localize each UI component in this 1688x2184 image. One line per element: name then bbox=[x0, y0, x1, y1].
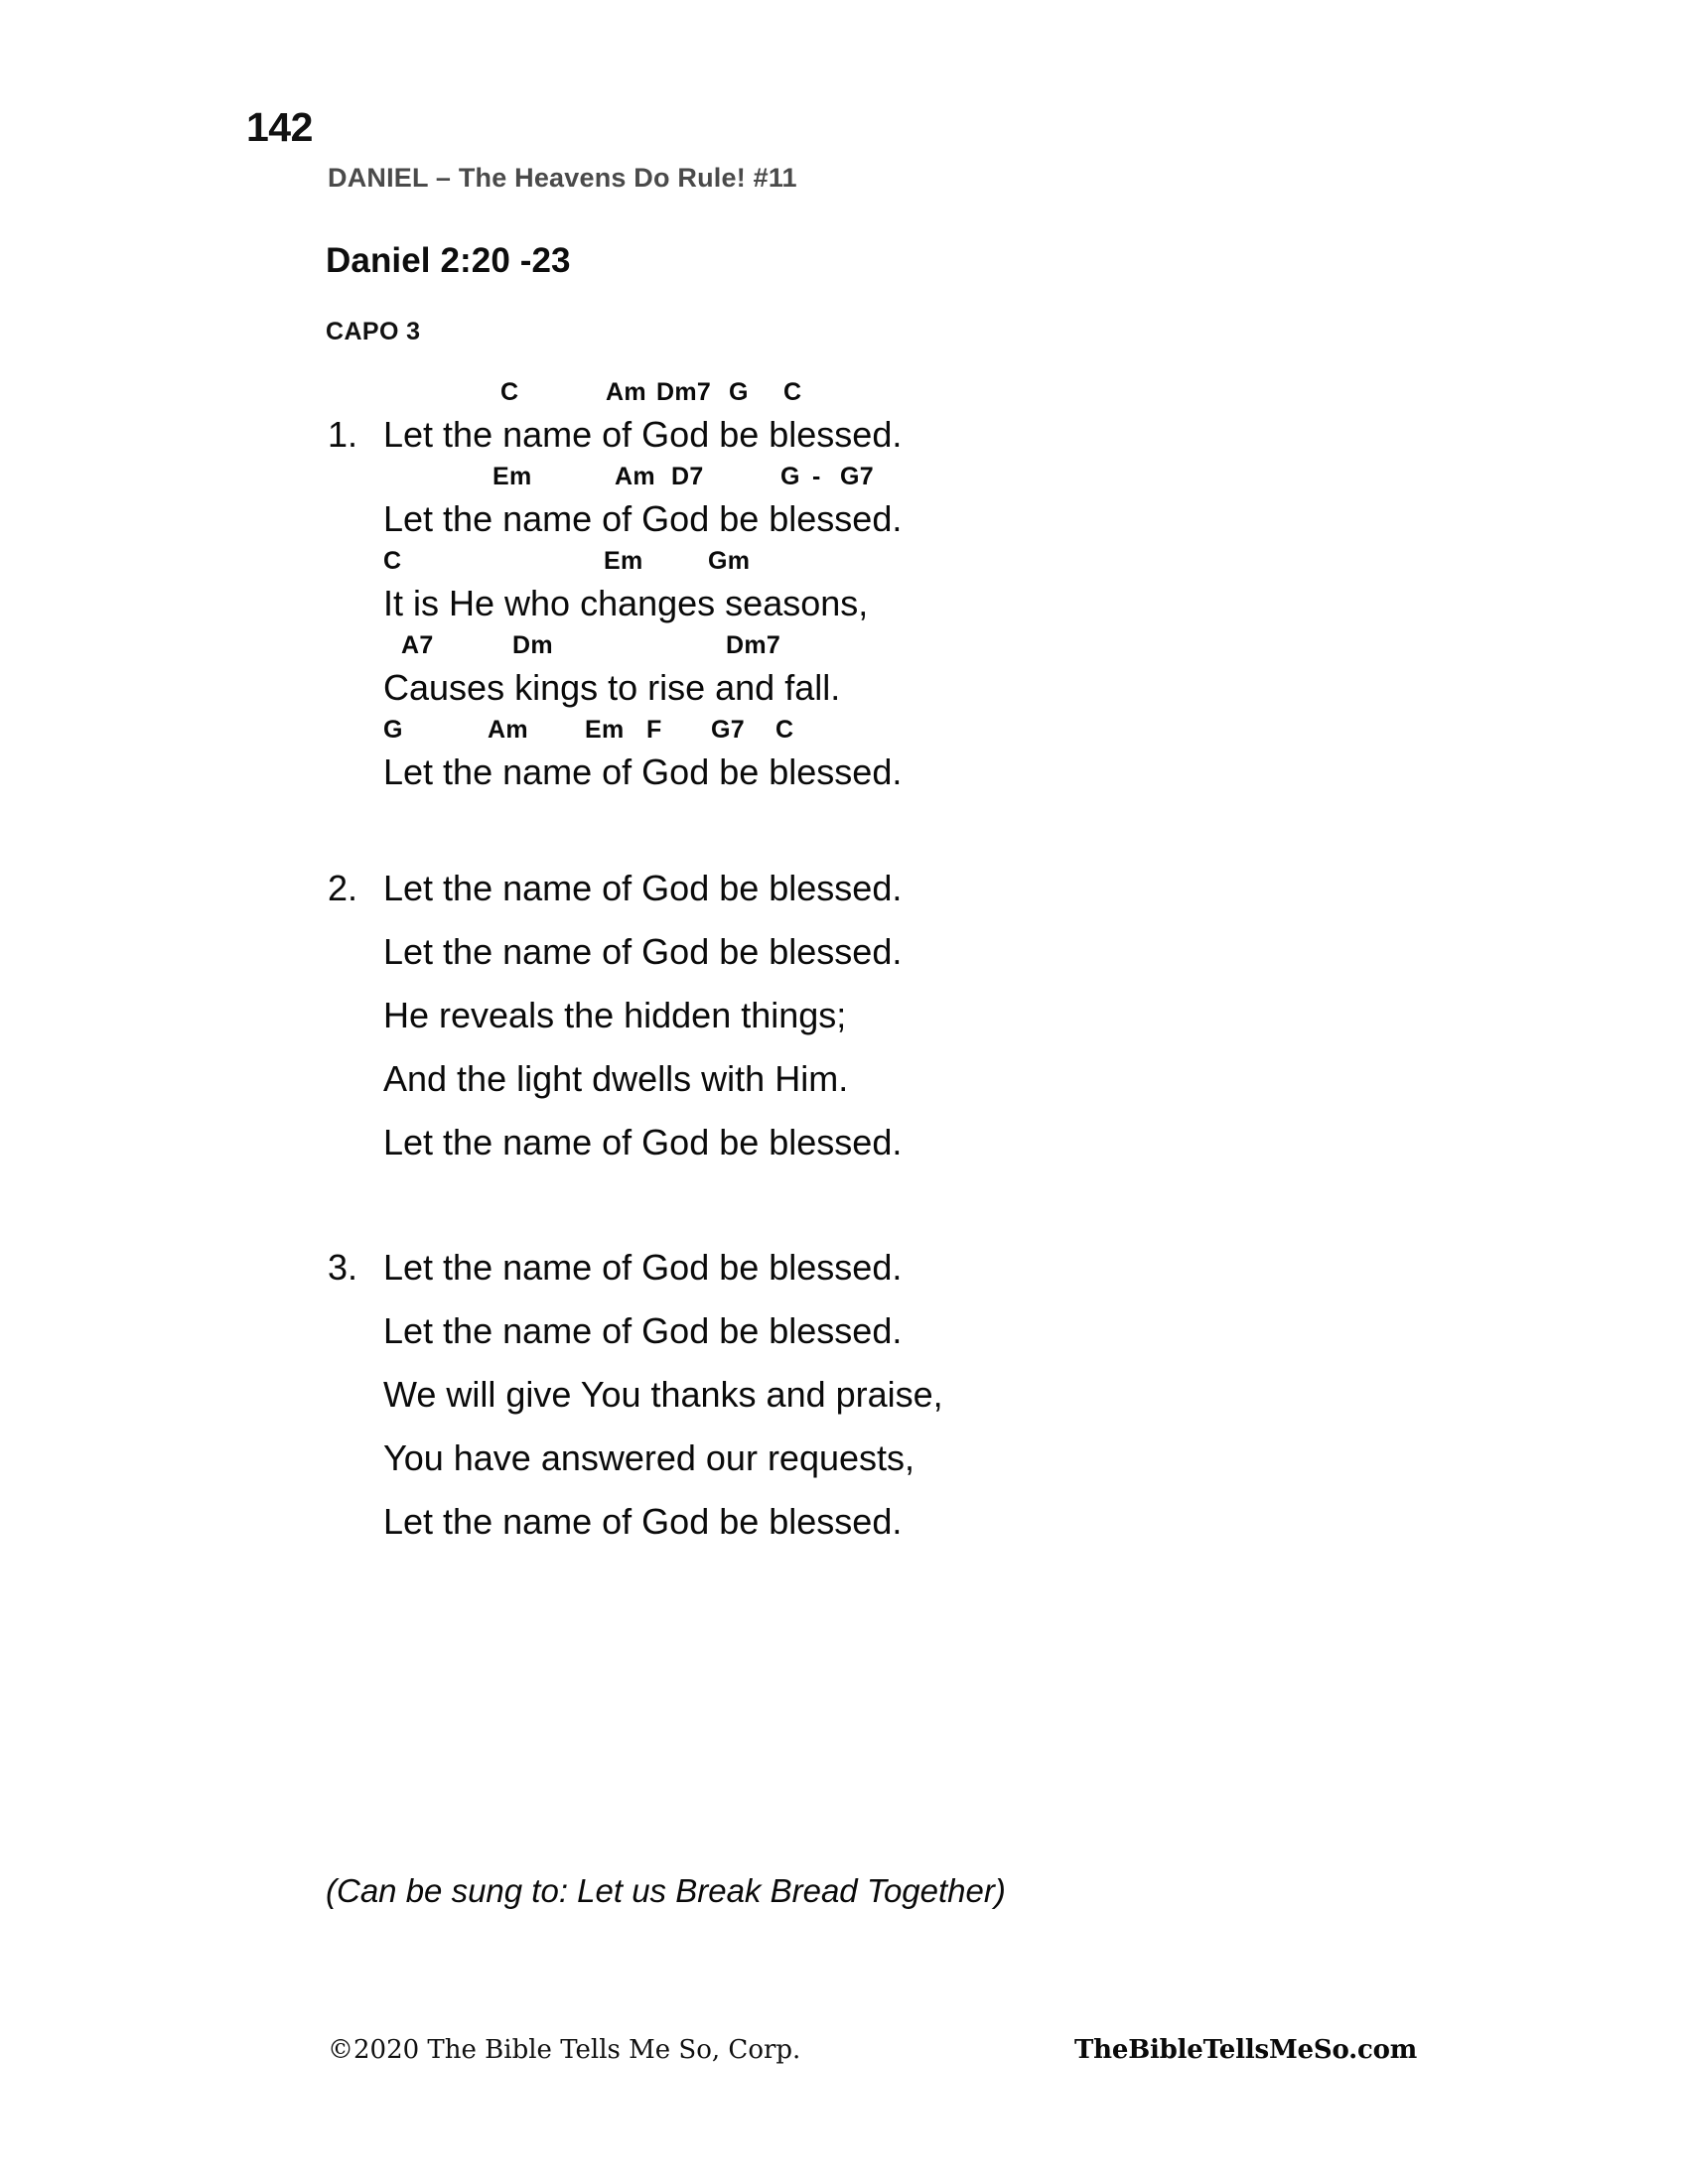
chord-symbol: G7 bbox=[840, 463, 874, 490]
lyric-text: Let the name of God be blessed. bbox=[383, 751, 903, 792]
song-line-group bbox=[328, 715, 1420, 799]
song-line-group bbox=[328, 1367, 1420, 1431]
lyric-row bbox=[328, 924, 1420, 979]
verse-spacer bbox=[328, 799, 1420, 861]
chord-symbol: D7 bbox=[671, 463, 704, 490]
song-line-group bbox=[328, 1240, 1420, 1303]
chord-row bbox=[328, 377, 1420, 407]
chord-symbol: Dm7 bbox=[656, 378, 712, 406]
lyric-text: He reveals the hidden things; bbox=[383, 995, 847, 1035]
series-subtitle: DANIEL – The Heavens Do Rule! #11 bbox=[328, 163, 797, 193]
song-line-group bbox=[328, 1494, 1420, 1558]
chord-row bbox=[328, 546, 1420, 576]
chord-row bbox=[328, 630, 1420, 660]
lyric-row bbox=[328, 1240, 1420, 1295]
lyric-text: It is He who changes seasons, bbox=[383, 583, 869, 623]
chord-symbol: A7 bbox=[401, 631, 434, 659]
lyric-row bbox=[328, 1367, 1420, 1422]
song-line-group bbox=[328, 1431, 1420, 1494]
lyric-text: Let the name of God be blessed. bbox=[383, 1122, 903, 1162]
capo-label: CAPO 3 bbox=[326, 318, 421, 345]
chord-symbol: - bbox=[812, 463, 821, 490]
verse-spacer bbox=[328, 1178, 1420, 1240]
chord-symbol: C bbox=[775, 716, 794, 744]
lyric-text: We will give You thanks and praise, bbox=[383, 1374, 943, 1415]
lyric-text: Let the name of God be blessed. bbox=[383, 414, 903, 455]
chord-symbol: Am bbox=[615, 463, 655, 490]
chord-symbol: Gm bbox=[708, 547, 751, 575]
chord-symbol: Am bbox=[606, 378, 646, 406]
chord-row bbox=[328, 715, 1420, 745]
song-line-group bbox=[328, 1115, 1420, 1178]
verse bbox=[328, 377, 1420, 799]
verse-number: 2. bbox=[328, 868, 358, 908]
song-line-group bbox=[328, 377, 1420, 462]
verse bbox=[328, 1240, 1420, 1558]
lyric-row bbox=[328, 988, 1420, 1042]
lyric-row bbox=[328, 1303, 1420, 1358]
lyric-text: Causes kings to rise and fall. bbox=[383, 667, 841, 708]
lyric-text: Let the name of God be blessed. bbox=[383, 1247, 903, 1288]
scripture-passage-title: Daniel 2:20 -23 bbox=[326, 241, 571, 280]
chord-symbol: G bbox=[383, 716, 403, 744]
chord-symbol: F bbox=[646, 716, 662, 744]
song-line-group bbox=[328, 1303, 1420, 1367]
song-line-group bbox=[328, 924, 1420, 988]
lyric-row bbox=[328, 407, 1420, 462]
chord-symbol: Dm bbox=[512, 631, 553, 659]
chord-symbol: C bbox=[783, 378, 802, 406]
chord-symbol: Dm7 bbox=[726, 631, 781, 659]
verse-number: 3. bbox=[328, 1247, 358, 1288]
copyright-notice: ©2020 The Bible Tells Me So, Corp. bbox=[328, 2035, 801, 2065]
lyric-row bbox=[328, 1051, 1420, 1106]
song-line-group bbox=[328, 861, 1420, 924]
song-line-group bbox=[328, 630, 1420, 715]
lyric-text: You have answered our requests, bbox=[383, 1437, 915, 1478]
song-line-group bbox=[328, 1051, 1420, 1115]
chord-symbol: Am bbox=[488, 716, 528, 744]
lyric-text: Let the name of God be blessed. bbox=[383, 1501, 903, 1542]
sung-to-note: (Can be sung to: Let us Break Bread Together) bbox=[326, 1872, 1006, 1909]
lyric-row bbox=[328, 576, 1420, 630]
lyric-row bbox=[328, 660, 1420, 715]
song-line-group bbox=[328, 988, 1420, 1051]
lyric-row bbox=[328, 745, 1420, 799]
song-line-group bbox=[328, 546, 1420, 630]
song-body bbox=[328, 377, 1420, 1558]
song-line-group bbox=[328, 462, 1420, 546]
website-url: TheBibleTellsMeSo.com bbox=[1074, 2035, 1418, 2065]
chord-symbol: G bbox=[729, 378, 749, 406]
lyric-text: Let the name of God be blessed. bbox=[383, 498, 903, 539]
chord-row bbox=[328, 462, 1420, 491]
verse bbox=[328, 861, 1420, 1178]
page-number: 142 bbox=[246, 104, 313, 150]
lyric-text: And the light dwells with Him. bbox=[383, 1058, 849, 1099]
chord-symbol: Em bbox=[585, 716, 625, 744]
lyric-row bbox=[328, 1115, 1420, 1169]
lyric-row bbox=[328, 1494, 1420, 1549]
lyric-text: Let the name of God be blessed. bbox=[383, 931, 903, 972]
chord-symbol: Em bbox=[604, 547, 643, 575]
lyric-row bbox=[328, 861, 1420, 915]
chord-symbol: C bbox=[383, 547, 402, 575]
lyric-text: Let the name of God be blessed. bbox=[383, 1310, 903, 1351]
chord-symbol: Em bbox=[492, 463, 532, 490]
chord-symbol: C bbox=[500, 378, 519, 406]
chord-symbol: G7 bbox=[711, 716, 745, 744]
lyric-text: Let the name of God be blessed. bbox=[383, 868, 903, 908]
lyric-row bbox=[328, 1431, 1420, 1485]
chord-symbol: G bbox=[780, 463, 800, 490]
verse-number: 1. bbox=[328, 414, 358, 455]
lyric-row bbox=[328, 491, 1420, 546]
